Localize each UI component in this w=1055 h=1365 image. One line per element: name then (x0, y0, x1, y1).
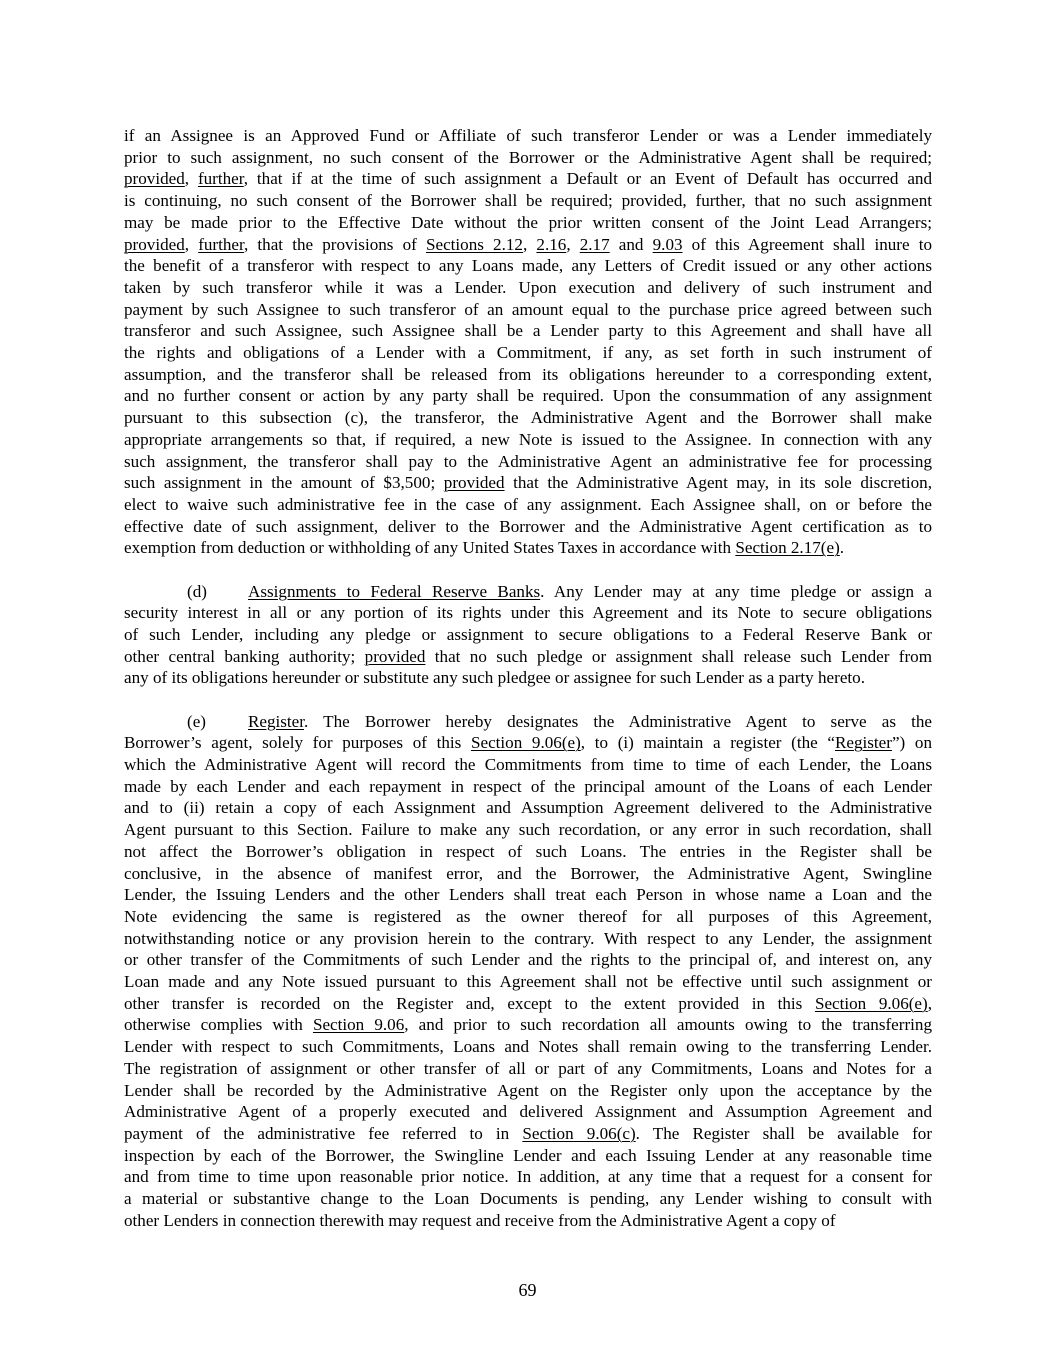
text-run: and from time to time upon reasonable prior notice. In addition, at any time that a request for a consent for (124, 1167, 932, 1187)
text-run: and (609, 234, 653, 254)
text-run: Lender with respect to such Commitments, Loans and Notes shall remain owing to the transferring Lender. (124, 1037, 932, 1057)
text-line (124, 1145, 932, 1167)
paragraph-section-d (124, 581, 932, 690)
text-line (124, 993, 932, 1015)
text-run: prior to such assignment, no such consent of the Borrower or the Administrative Agent shall be required; (124, 147, 932, 167)
text-run: Note evidencing the same is registered as the owner thereof for all purposes of this Agreement, (124, 906, 932, 926)
text-run: assumption, and the transferor shall be released from its obligations hereunder to a corresponding extent, (124, 364, 932, 384)
text-run: effective date of such assignment, deliver to the Borrower and the Administrative Agent certification as to (124, 516, 932, 536)
underlined-reference: provided (124, 169, 185, 189)
text-line (124, 906, 932, 928)
text-run: any of its obligations hereunder or substitute any such pledgee or assignee for such Lender as a party hereto. (124, 668, 865, 688)
text-run: taken by such transferor while it was a Lender. Upon execution and delivery of such instrument and (124, 277, 932, 297)
text-line (124, 797, 932, 819)
paragraph-gap (124, 559, 932, 581)
text-line (124, 602, 932, 624)
text-line (124, 1036, 932, 1058)
text-line (124, 581, 932, 603)
text-line (124, 429, 932, 451)
text-line (124, 776, 932, 798)
text-run: Lender, the Issuing Lenders and the other Lenders shall treat each Person in whose name a Loan and the (124, 885, 932, 905)
text-run: and to (ii) retain a copy of each Assignment and Assumption Agreement delivered to the Administrative (124, 798, 932, 818)
text-run: Administrative Agent of a properly executed and delivered Assignment and Assumption Agreement and (124, 1102, 932, 1122)
text-line (124, 277, 932, 299)
text-line (124, 711, 932, 733)
text-run: payment by such Assignee to such transferor of an amount equal to the purchase price agreed between such (124, 299, 932, 319)
section-label: (d) (187, 581, 207, 601)
text-run: , that if at the time of such assignment a Default or an Event of Default has occurred and (243, 169, 933, 189)
text-run: The registration of assignment or other transfer of all or part of any Commitments, Loans and Notes for a (124, 1058, 932, 1078)
text-run: made by each Lender and each repayment in respect of the principal amount of the Loans of each Lender (124, 776, 932, 796)
underlined-reference: further (198, 234, 245, 254)
text-run: security interest in all or any portion of its rights under this Agreement and its Note to secure obligations (124, 603, 932, 623)
text-run: . The Borrower hereby designates the Administrative Agent to serve as the (304, 711, 932, 731)
text-line (124, 516, 932, 538)
text-run: Borrower’s agent, solely for purposes of this (124, 733, 471, 753)
text-line (124, 1080, 932, 1102)
text-line (124, 299, 932, 321)
text-run: not affect the Borrower’s obligation in respect of such Loans. The entries in the Register shall be (124, 841, 932, 861)
text-run: that the Administrative Agent may, in its sole discretion, (504, 473, 932, 493)
underlined-reference: Register (248, 711, 305, 731)
text-line (124, 884, 932, 906)
text-run: conclusive, in the absence of manifest error, and the Borrower, the Administrative Agent, Swingline (124, 863, 932, 883)
text-run: elect to waive such administrative fee in the case of any assignment. Each Assignee shall, on or before the (124, 494, 932, 514)
text-run: which the Administrative Agent will record the Commitments from time to time of each Lender, the Loans (124, 754, 932, 774)
text-line (124, 494, 932, 516)
underlined-reference: further (197, 169, 244, 189)
text-run: , (184, 234, 199, 254)
text-line (124, 472, 932, 494)
text-run: ”) on (891, 733, 932, 753)
text-line (124, 537, 932, 559)
text-run: a material or substantive change to the Loan Documents is pending, any Lender wishing to consult with (124, 1189, 932, 1209)
underlined-reference: Register (834, 733, 892, 753)
text-line (124, 190, 932, 212)
text-run: . The Register shall be available for (635, 1123, 933, 1143)
text-run: is continuing, no such consent of the Borrower shall be required; provided, further, that no such assignment (124, 191, 932, 211)
text-run: , (927, 993, 932, 1013)
text-run: other Lenders in connection therewith may request and receive from the Administrative Agent a copy of (124, 1210, 836, 1230)
text-run: if an Assignee is an Approved Fund or Affiliate of such transferor Lender or was a Lender immediately (124, 126, 932, 145)
text-line (124, 928, 932, 950)
text-line (124, 125, 932, 147)
underlined-reference: Sections 2.12 (425, 234, 523, 254)
text-line (124, 667, 932, 689)
text-run: transferor and such Assignee, such Assignee shall be a Lender party to this Agreement and shall have all (124, 321, 932, 341)
page-number: 69 (518, 1280, 537, 1300)
text-run: other transfer is recorded on the Register and, except to the extent provided in this (124, 993, 815, 1013)
text-run: of such Lender, including any pledge or assignment to secure obligations to a Federal Reserve Bank or (124, 624, 932, 644)
text-line (124, 732, 932, 754)
text-run: payment of the administrative fee referred to in (124, 1123, 523, 1143)
text-run: such assignment, the transferor shall pay to the Administrative Agent an administrative fee for processing (124, 451, 932, 471)
text-run: may be made prior to the Effective Date without the prior written consent of the Joint Lead Arrangers; (124, 212, 932, 232)
text-line (124, 320, 932, 342)
text-run: . Any Lender may at any time pledge or assign a (540, 581, 932, 601)
text-run: , and prior to such recordation all amounts owing to the transferring (404, 1015, 932, 1035)
text-run: Agent pursuant to this Section. Failure to make any such recordation, or any error in such recordation, shall (124, 820, 932, 840)
text-run: appropriate arrangements so that, if required, a new Note is issued to the Assignee. In connection with any (124, 429, 932, 449)
text-line (124, 1210, 932, 1232)
text-run: and no further consent or action by any party shall be required. Upon the consummation of any assignment (124, 386, 932, 406)
text-line (124, 1188, 932, 1210)
text-line (124, 342, 932, 364)
paragraph-gap (124, 689, 932, 711)
text-run: pursuant to this subsection (c), the transferor, the Administrative Agent and the Borrower shall make (124, 408, 932, 428)
text-run: , that the provisions of (244, 234, 426, 254)
text-run: , to (i) maintain a register (the “ (580, 733, 835, 753)
underlined-reference: Section 9.06(e) (814, 993, 928, 1013)
text-run: . (839, 538, 845, 558)
text-line (124, 234, 932, 256)
text-line (124, 1058, 932, 1080)
text-line (124, 1014, 932, 1036)
text-line (124, 212, 932, 234)
text-line (124, 364, 932, 386)
text-run: , (566, 234, 580, 254)
underlined-reference: 9.03 (652, 234, 683, 254)
underlined-reference: 2.17 (579, 234, 610, 254)
text-line (124, 754, 932, 776)
text-run: exemption from deduction or withholding of any United States Taxes in accordance with (124, 538, 736, 558)
underlined-reference: 2.16 (536, 234, 567, 254)
text-run: of this Agreement shall inure to (682, 234, 933, 254)
text-run: such assignment in the amount of $3,500; (124, 473, 444, 493)
text-line (124, 949, 932, 971)
underlined-reference: Assignments to Federal Reserve Banks (248, 581, 541, 601)
text-line (124, 168, 932, 190)
underlined-reference: Section 9.06(c) (522, 1123, 636, 1143)
text-run: Lender shall be recorded by the Administrative Agent on the Register only upon the acceptance by the (124, 1080, 932, 1100)
underlined-reference: Section 9.06(e) (470, 733, 581, 753)
underlined-reference: Section 2.17(e) (735, 538, 840, 558)
text-run: , (522, 234, 537, 254)
text-run: the benefit of a transferor with respect to any Loans made, any Letters of Credit issued or any other actions (124, 256, 932, 276)
text-line (124, 863, 932, 885)
text-line (124, 624, 932, 646)
text-line (124, 451, 932, 473)
text-line (124, 407, 932, 429)
document-page (124, 125, 932, 1231)
text-run: or other transfer of the Commitments of such Lender and the rights to the principal of, and interest on, any (124, 950, 932, 970)
text-line (124, 1101, 932, 1123)
text-run: Loan made and any Note issued pursuant to this Agreement shall not be effective until such assignment or (124, 972, 932, 992)
text-run: inspection by each of the Borrower, the Swingline Lender and each Issuing Lender at any reasonable time (124, 1145, 932, 1165)
text-line (124, 819, 932, 841)
text-run: otherwise complies with (124, 1015, 313, 1035)
section-label: (e) (187, 711, 206, 731)
underlined-reference: provided (124, 234, 185, 254)
text-line (124, 147, 932, 169)
underlined-reference: provided (364, 646, 426, 666)
underlined-reference: provided (443, 473, 505, 493)
text-line (124, 971, 932, 993)
paragraph-assignment-continuation (124, 125, 932, 559)
text-line (124, 1123, 932, 1145)
text-line (124, 646, 932, 668)
text-line (124, 841, 932, 863)
text-run: other central banking authority; (124, 646, 365, 666)
text-line (124, 255, 932, 277)
text-run: the rights and obligations of a Lender with a Commitment, if any, as set forth in such instrument of (124, 343, 932, 363)
text-line (124, 1166, 932, 1188)
text-line (124, 385, 932, 407)
text-run: that no such pledge or assignment shall release such Lender from (425, 646, 932, 666)
underlined-reference: Section 9.06 (312, 1015, 405, 1035)
text-run: notwithstanding notice or any provision herein to the contrary. With respect to any Lender, the assignment (124, 928, 932, 948)
paragraph-section-e (124, 711, 932, 1232)
text-run: , (184, 169, 198, 189)
